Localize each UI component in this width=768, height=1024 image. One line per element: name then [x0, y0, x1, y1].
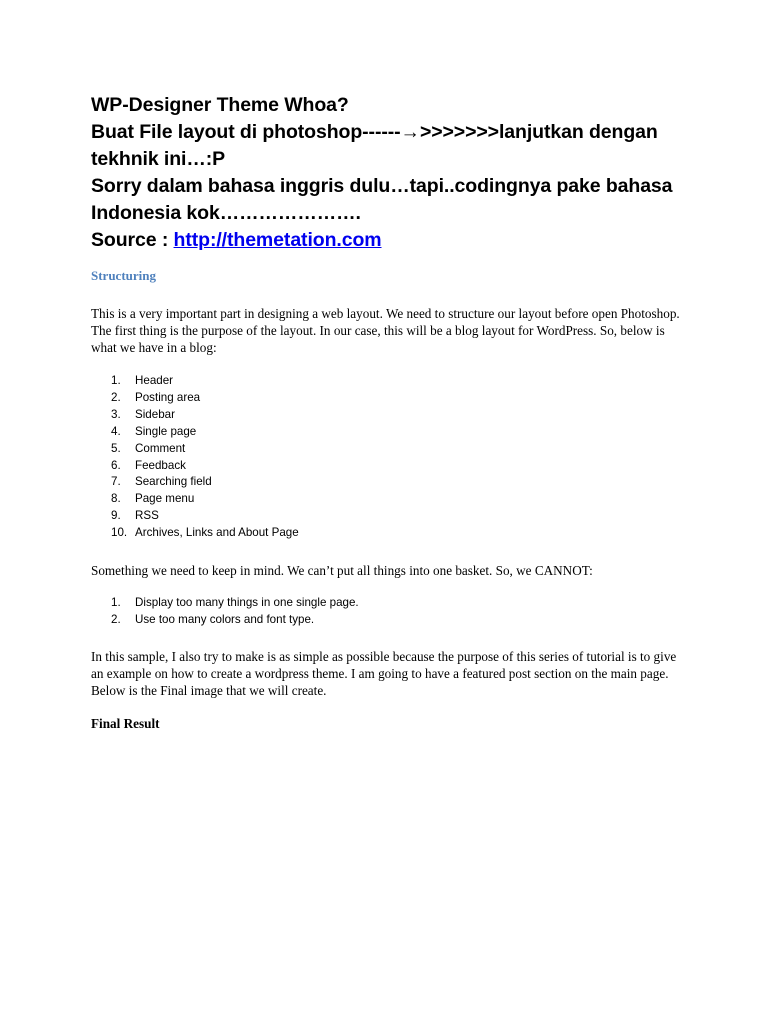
- list-item: [91, 373, 299, 390]
- list-item-number: 9.: [111, 509, 121, 523]
- final-result-heading: Final Result: [91, 716, 160, 731]
- list-item-label: Archives, Links and About Page: [135, 526, 299, 540]
- list-item-number: 10.: [111, 526, 128, 540]
- list-item-number: 6.: [111, 458, 121, 472]
- source-link[interactable]: http://themetation.com: [173, 229, 382, 251]
- list-item-label: Display too many things in one single page.: [135, 596, 359, 609]
- list-item-label: Header: [135, 374, 174, 387]
- list-item-number: 2.: [111, 390, 121, 404]
- list-item-label: Feedback: [135, 458, 186, 472]
- heading-line-2-end: >>>>>>>lanjutkan dengan: [419, 121, 658, 143]
- list-item-number: 1.: [111, 596, 121, 609]
- list-item: [91, 474, 299, 491]
- list-item-label: Sidebar: [135, 407, 175, 421]
- cannot-list: [91, 595, 359, 629]
- document-heading: [91, 92, 711, 254]
- list-item: [91, 595, 359, 612]
- list-item-label: RSS: [135, 509, 159, 523]
- list-item-label: Use too many colors and font type.: [135, 612, 315, 626]
- list-item-number: 4.: [111, 424, 121, 438]
- list-item: [91, 491, 299, 508]
- source-label: Source :: [91, 229, 174, 251]
- list-item-label: Searching field: [135, 475, 212, 489]
- list-item: [91, 525, 299, 542]
- sample-paragraph: In this sample, I also try to make is as simple as possible because the purpose of this series of tutorial is to give an example on how to create a wordpress theme. I am going to have a featured post section on the main page. Below is the Final image that we will create.: [91, 649, 677, 698]
- keep-in-mind-paragraph: Something we need to keep in mind. We can’t put all things into one basket. So, we CANNOT:: [91, 563, 593, 578]
- list-item-label: Page menu: [135, 492, 195, 506]
- list-item: [91, 390, 299, 407]
- heading-line-2-start: Buat File layout di photoshop------: [91, 121, 401, 143]
- heading-line-2: [91, 119, 711, 146]
- heading-line-3: tekhnik ini…:P: [91, 148, 226, 170]
- list-item: [91, 612, 359, 629]
- source-line: [91, 227, 711, 254]
- list-item-number: 2.: [111, 612, 121, 626]
- structuring-paragraph: This is a very important part in designing a web layout. We need to structure our layout before open Photoshop. The first thing is the purpose of the layout. In our case, this will be a blog layout for WordPress. So, below is what we have in a blog:: [91, 306, 680, 355]
- list-item: [91, 458, 299, 475]
- arrow-right-icon: →: [400, 121, 420, 143]
- list-item-label: Posting area: [135, 390, 201, 404]
- list-item-number: 5.: [111, 441, 121, 455]
- list-item-label: Comment: [135, 441, 186, 455]
- heading-line-1: WP-Designer Theme Whoa?: [91, 94, 349, 116]
- list-item-number: 8.: [111, 492, 121, 506]
- list-item-label: Single page: [135, 424, 197, 438]
- heading-line-5: Indonesia kok………………….: [91, 202, 361, 224]
- list-item-number: 3.: [111, 407, 121, 421]
- structuring-heading: Structuring: [91, 268, 156, 283]
- list-item-number: 7.: [111, 475, 121, 489]
- list-item: [91, 407, 299, 424]
- list-item: [91, 441, 299, 458]
- heading-line-4: Sorry dalam bahasa inggris dulu…tapi..codingnya pake bahasa: [91, 175, 673, 197]
- list-item: [91, 424, 299, 441]
- list-item-number: 1.: [111, 374, 121, 387]
- blog-parts-list: [91, 373, 299, 542]
- list-item: [91, 508, 299, 525]
